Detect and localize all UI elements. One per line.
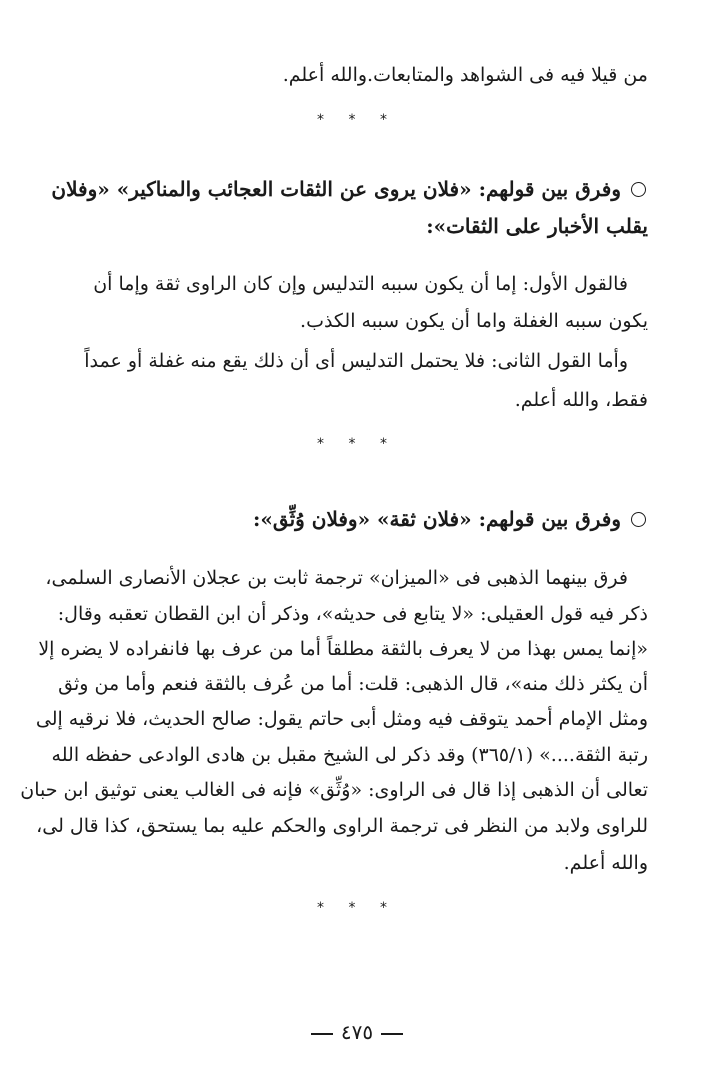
bullet-circle-icon	[631, 182, 646, 197]
dash-decoration	[381, 1033, 403, 1035]
bullet-circle-icon	[631, 512, 646, 527]
text-line: أن يكثر ذلك منه»، قال الذهبى: قلت: أما من عُرف بالثقة فنعم وأما من وثق	[58, 673, 648, 695]
text-line: فرق بينهما الذهبى فى «الميزان» ترجمة ثابت بن عجلان الأنصارى السلمى،	[45, 567, 628, 589]
text-line: رتبة الثقة....» (٣٦٥/١) وقد ذكر لى الشيخ مقبل بن هادى الوادعى حفظه الله	[51, 744, 648, 766]
text-line: فالقول الأول: إما أن يكون سببه التدليس وإن كان الراوى ثقة وإما أن	[93, 273, 628, 295]
text-line: ذكر فيه قول العقيلى: «لا يتابع فى حديثه»، وذكر أن ابن القطان تعقبه وقال:	[57, 603, 648, 625]
page-number-text: ٤٧٥	[340, 1020, 374, 1044]
text-line: والله أعلم.	[563, 852, 648, 874]
text-line: وأما القول الثانى: فلا يحتمل التدليس أى أن ذلك يقع منه غفلة أو عمداً	[84, 350, 628, 372]
text-line: للراوى ولابد من النظر فى ترجمة الراوى والحكم عليه بما يستحق، كذا قال لى،	[36, 815, 648, 837]
heading-text: وفرق بين قولهم: «فلان ثقة» «وفلان وُثِّق»:	[253, 507, 621, 531]
heading-text: وفرق بين قولهم: «فلان يروى عن الثقات العجائب والمناكير» «وفلان	[51, 177, 621, 201]
section-separator: * * *	[317, 436, 397, 452]
section-separator: * * *	[317, 112, 397, 128]
text-line: من قيلا فيه فى الشواهد والمتابعات.والله أعلم.	[282, 64, 648, 86]
text-line: تعالى أن الذهبى إذا قال فى الراوى: «وُثِّق» فإنه فى الغالب يعنى توثيق ابن حبان	[20, 779, 648, 801]
section-separator: * * *	[317, 900, 397, 916]
text-line: «إنما يمس بهذا من لا يعرف بالثقة مطلقاً أما من عرف بها فانفراده لا يضره إلا	[38, 638, 648, 660]
page-number	[0, 1020, 714, 1044]
section-heading	[98, 504, 646, 534]
text-line: ومثل الإمام أحمد يتوقف فيه ومثل أبى حاتم يقول: صالح الحديث، فلا نرقيه إلى	[35, 708, 648, 730]
section-heading-continued: يقلب الأخبار على الثقات»:	[426, 214, 648, 238]
dash-decoration	[311, 1033, 333, 1035]
section-heading	[51, 174, 646, 204]
text-line: فقط، والله أعلم.	[514, 389, 648, 411]
text-line: يكون سببه الغفلة واما أن يكون سببه الكذب.	[300, 310, 648, 332]
